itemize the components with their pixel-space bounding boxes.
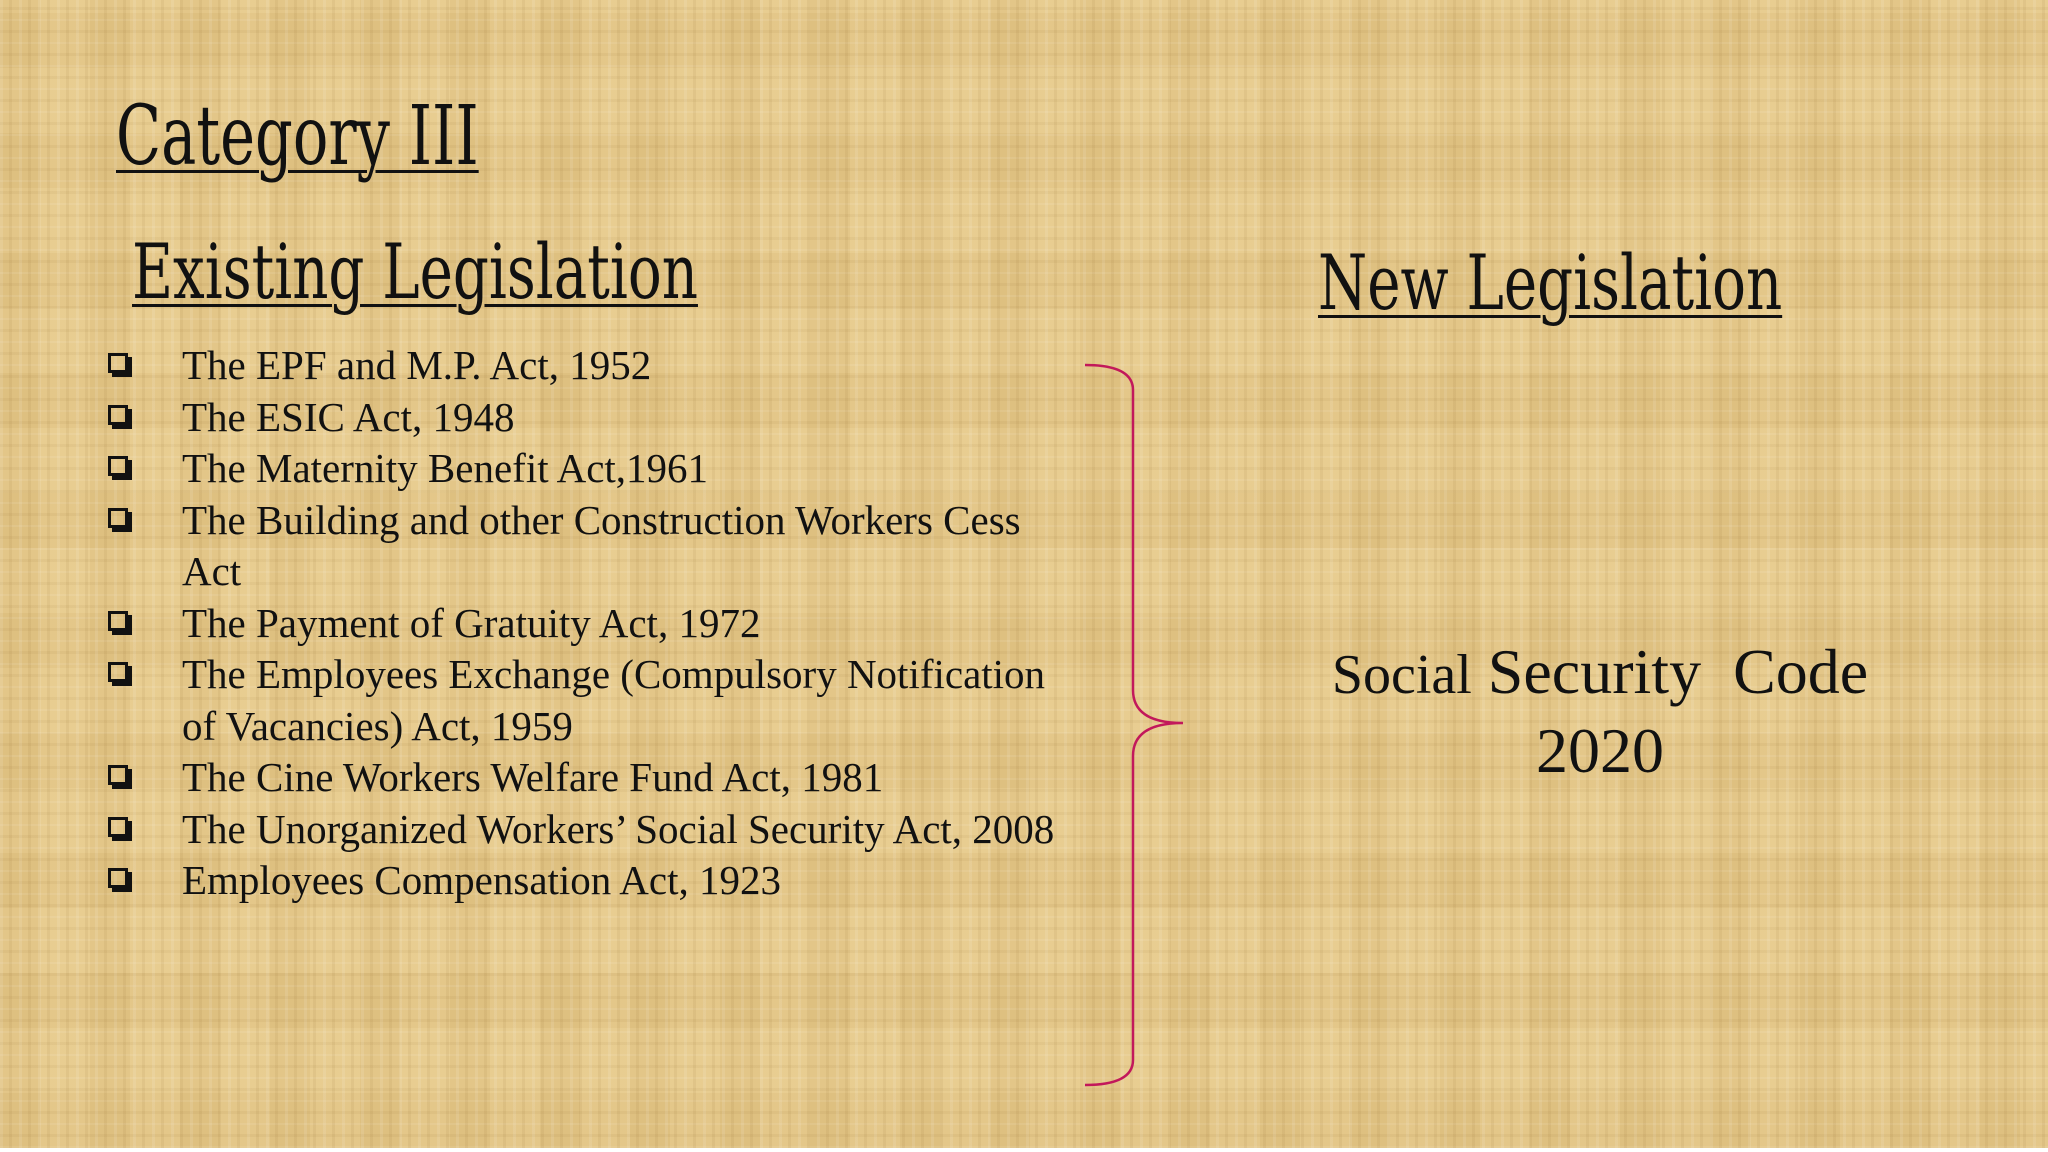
- checkbox-bullet-icon: [108, 353, 128, 373]
- list-item: [104, 495, 1084, 598]
- slide-title: Category III: [116, 89, 479, 184]
- code-word-security-code: Security Code: [1487, 636, 1869, 707]
- act-label: Employees Compensation Act, 1923: [182, 857, 781, 903]
- list-item: [104, 649, 1084, 752]
- checkbox-bullet-icon: [108, 508, 128, 528]
- list-item: [104, 340, 1084, 392]
- existing-legislation-heading: Existing Legislation: [132, 227, 698, 316]
- list-item: [104, 598, 1084, 650]
- list-item: [104, 752, 1084, 804]
- act-label: The Maternity Benefit Act,1961: [182, 445, 709, 491]
- new-legislation-heading: New Legislation: [1318, 238, 1783, 327]
- list-item: [104, 804, 1084, 856]
- act-label: The ESIC Act, 1948: [182, 393, 515, 440]
- act-label: The EPF and M.P. Act, 1952: [182, 342, 652, 388]
- list-item: [104, 392, 1084, 444]
- code-word-social: Social: [1331, 644, 1472, 706]
- social-security-code-label: [1240, 634, 1960, 789]
- act-label: The Unorganized Workers’ Social Security Act, 2008: [182, 805, 1055, 852]
- checkbox-bullet-icon: [108, 765, 128, 785]
- act-label: The Employees Exchange (Compulsory Notification of Vacancies) Act, 1959: [182, 651, 1046, 749]
- act-label: The Cine Workers Welfare Fund Act, 1981: [182, 754, 884, 800]
- checkbox-bullet-icon: [108, 868, 128, 888]
- checkbox-bullet-icon: [108, 817, 128, 837]
- list-item: [104, 855, 1084, 907]
- list-item: [104, 443, 1084, 495]
- right-brace-icon: [1075, 360, 1185, 1090]
- checkbox-bullet-icon: [108, 611, 128, 631]
- checkbox-bullet-icon: [108, 405, 128, 425]
- code-year: 2020: [1536, 715, 1664, 786]
- act-label: The Building and other Construction Workers Cess Act: [182, 496, 1021, 594]
- checkbox-bullet-icon: [108, 662, 128, 682]
- act-label: The Payment of Gratuity Act, 1972: [182, 599, 761, 646]
- checkbox-bullet-icon: [108, 456, 128, 476]
- existing-acts-list: [104, 340, 1084, 907]
